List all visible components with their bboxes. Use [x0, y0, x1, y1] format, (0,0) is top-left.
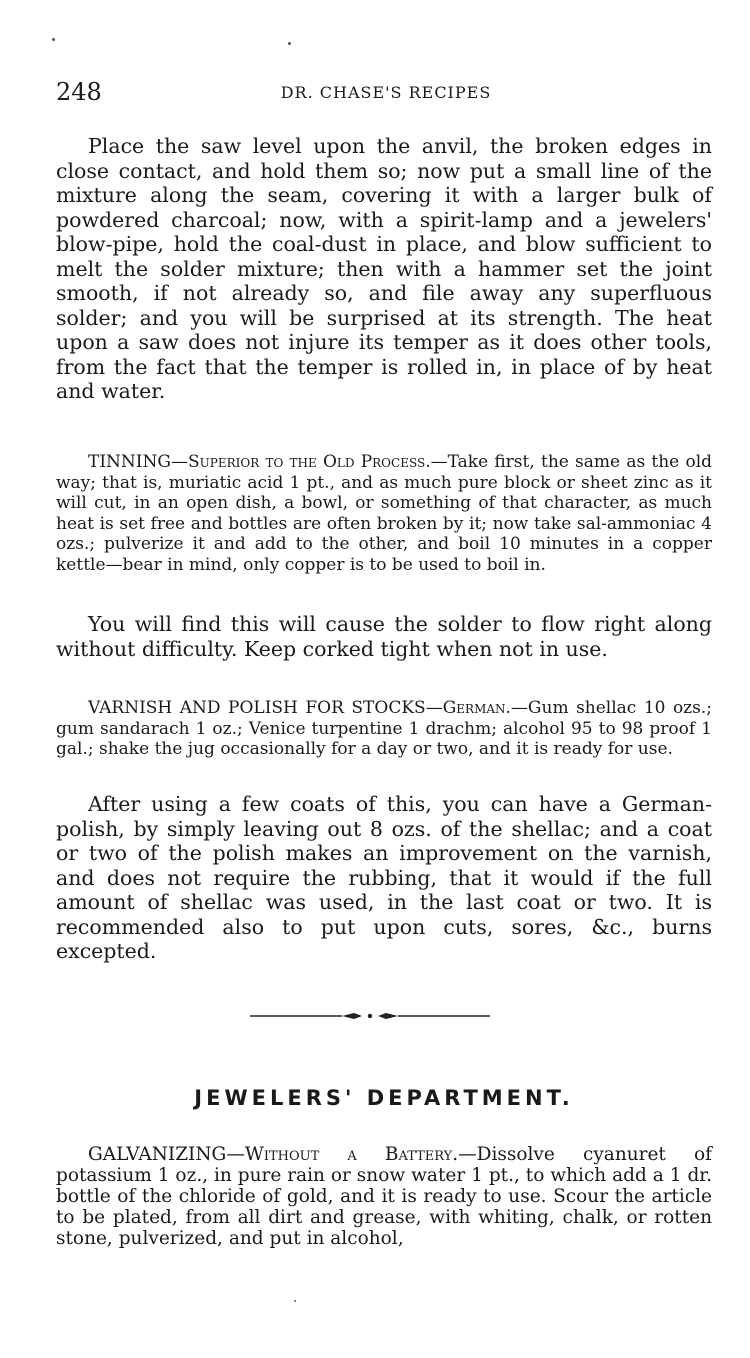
- ink-speck: [288, 42, 291, 45]
- recipe-body: —Take first, the same as the old way; that is, muriatic acid 1 pt., and as much pure block or sheet zinc as it will cut, in an open dish, a bowl, or something of that character, as much heat is set free and bottles are often broken by it; now take sal-ammoniac 4 ozs.; pulverize it and add to the other, and boil 10 minutes in a copper kettle—bear in mind, only copper is to be used to boil in.: [56, 452, 713, 575]
- paragraph-german-polish: After using a few coats of this, you can have a German-polish, by simply leaving out 8 ozs. of the shellac; and a coat or two of the polish makes an improvement on the varnish, and does not require the rubbing, that it would if the full amount of shellac was used, in the last coat or two. It is recommended also to put upon cuts, sores, &c., burns excepted.: [56, 792, 712, 963]
- recipe-varnish: [56, 698, 712, 760]
- recipe-subheading: —Without a Battery.: [226, 1144, 459, 1165]
- recipe-body: —Dissolve cyanuret of potassium 1 oz., in pure rain or snow water 1 pt., to which add a 1 dr. bottle of the chloride of gold, and it is ready to use. Scour the article to be plated, from all dirt and grease, with whiting, chalk, or rotten stone, pulverized, and put in alcohol,: [56, 1144, 712, 1249]
- running-head: [56, 78, 716, 108]
- department-title: JEWELERS' DEPARTMENT.: [194, 1086, 574, 1110]
- recipe-galvanizing: [56, 1144, 712, 1249]
- ink-speck: [52, 38, 55, 41]
- recipe-heading: GALVANIZING: [88, 1144, 227, 1165]
- ink-speck: [294, 1300, 296, 1302]
- section-divider-ornament: [250, 1010, 490, 1022]
- paragraph-saw-repair: Place the saw level upon the anvil, the broken edges in close contact, and hold them so; now put a small line of the mixture along the seam, covering it with a larger bulk of powdered charcoal; now, with a spirit-lamp and a jewelers' blow-pipe, hold the coal-dust in place, and blow sufficient to melt the solder mixture; then with a hammer set the joint smooth, if not already so, and file away any superfluous solder; and you will be surprised at its strength. The heat upon a saw does not injure its temper as it does other tools, from the fact that the temper is rolled in, in place of by heat and water.: [56, 134, 712, 403]
- recipe-heading: VARNISH AND POLISH FOR STOCKS: [88, 698, 426, 718]
- recipe-subheading: —Superior to the Old Process.: [170, 452, 431, 472]
- recipe-heading: TINNING: [88, 452, 171, 472]
- running-title: DR. CHASE'S RECIPES: [280, 83, 492, 102]
- paragraph-solder-flow: You will find this will cause the solder to flow right along without difficulty. Keep corked tight when not in use.: [56, 612, 712, 661]
- recipe-body: —Gum shellac 10 ozs.; gum sandarach 1 oz.; Venice turpentine 1 drachm; alcohol 95 to 98 proof 1 gal.; shake the jug occasionally for a day or two, and it is ready for use.: [56, 698, 712, 759]
- recipe-subheading: —German.: [425, 698, 511, 718]
- recipe-tinning: [56, 452, 712, 575]
- page-number: 248: [56, 78, 102, 106]
